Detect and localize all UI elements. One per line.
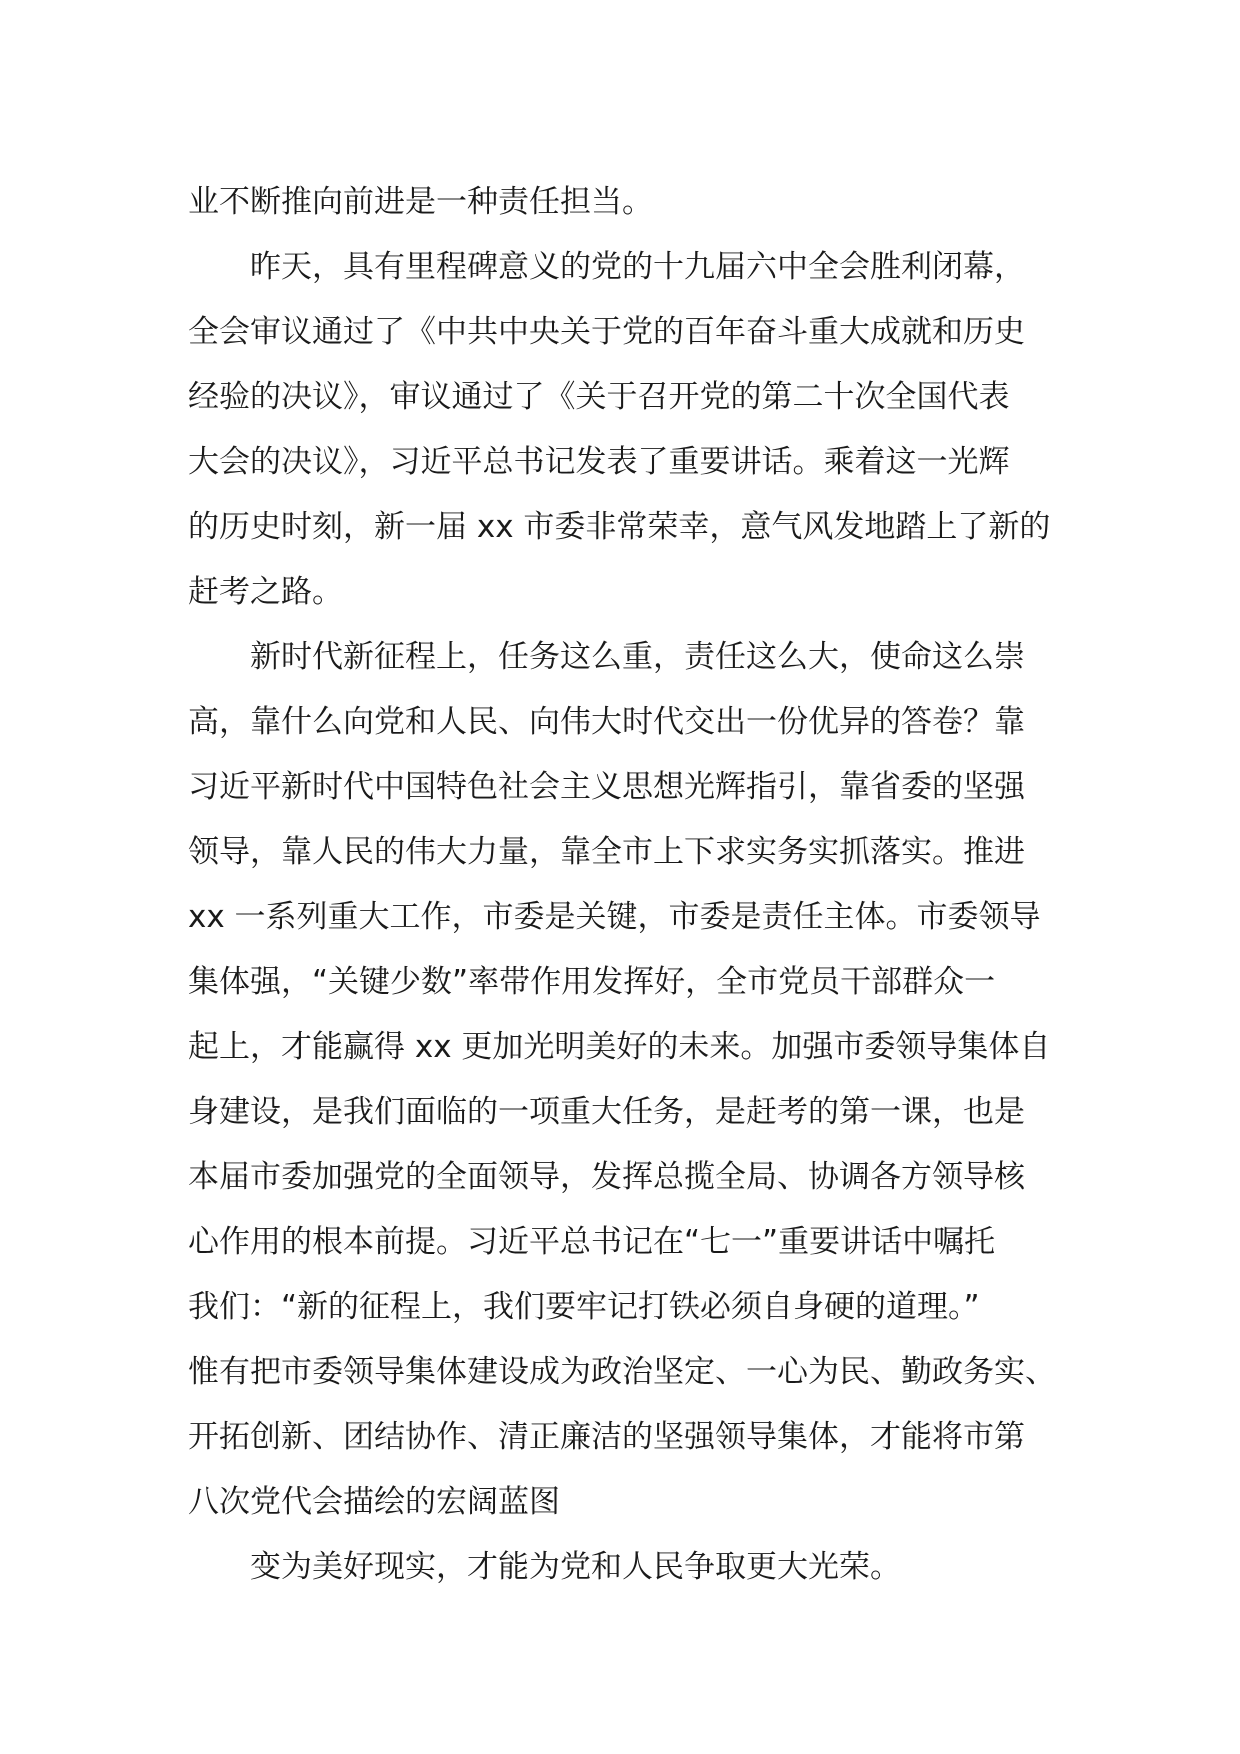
text-line: 业不断推向前进是一种责任担当。: [188, 184, 653, 220]
text-line: 身建设，是我们面临的一项重大任务，是赶考的第一课，也是: [188, 1094, 1025, 1130]
text-line: 心作用的根本前提。习近平总书记在“七一”重要讲话中嘱托: [188, 1224, 996, 1260]
text-line: 惟有把市委领导集体建设成为政治坚定、一心为民、勤政务实、: [188, 1354, 1056, 1390]
text-line: 昨天，具有里程碑意义的党的十九届六中全会胜利闭幕，: [250, 249, 1025, 285]
text-line: 开拓创新、团结协作、清正廉洁的坚强领导集体，才能将市第: [188, 1419, 1025, 1455]
text-line: 经验的决议》，审议通过了《关于召开党的第二十次全国代表: [188, 379, 1010, 415]
text-line: xx 一系列重大工作，市委是关键，市委是责任主体。市委领导: [188, 899, 1041, 935]
text-line: 八次党代会描绘的宏阔蓝图: [188, 1484, 560, 1520]
document-body: [188, 170, 1068, 1600]
text-line: 集体强，“关键少数”率带作用发挥好，全市党员干部群众一: [188, 964, 996, 1000]
text-line: 起上，才能赢得 xx 更加光明美好的未来。加强市委领导集体自: [188, 1029, 1051, 1065]
text-line: 我们：“新的征程上，我们要牢记打铁必须自身硬的道理。”: [188, 1289, 980, 1325]
text-line: 新时代新征程上，任务这么重，责任这么大，使命这么崇: [250, 639, 1025, 675]
text-line: 变为美好现实，才能为党和人民争取更大光荣。: [250, 1549, 901, 1585]
text-line: 赶考之路。: [188, 574, 343, 610]
text-line: 大会的决议》，习近平总书记发表了重要讲话。乘着这一光辉: [188, 444, 1010, 480]
text-line: 高，靠什么向党和人民、向伟大时代交出一份优异的答卷？靠: [188, 704, 1025, 740]
text-line: 习近平新时代中国特色社会主义思想光辉指引，靠省委的坚强: [188, 769, 1025, 805]
text-line: 的历史时刻，新一届 xx 市委非常荣幸，意气风发地踏上了新的: [188, 509, 1051, 545]
text-line: 领导，靠人民的伟大力量，靠全市上下求实务实抓落实。推进: [188, 834, 1025, 870]
text-line: 本届市委加强党的全面领导，发挥总揽全局、协调各方领导核: [188, 1159, 1025, 1195]
text-line: 全会审议通过了《中共中央关于党的百年奋斗重大成就和历史: [188, 314, 1025, 350]
